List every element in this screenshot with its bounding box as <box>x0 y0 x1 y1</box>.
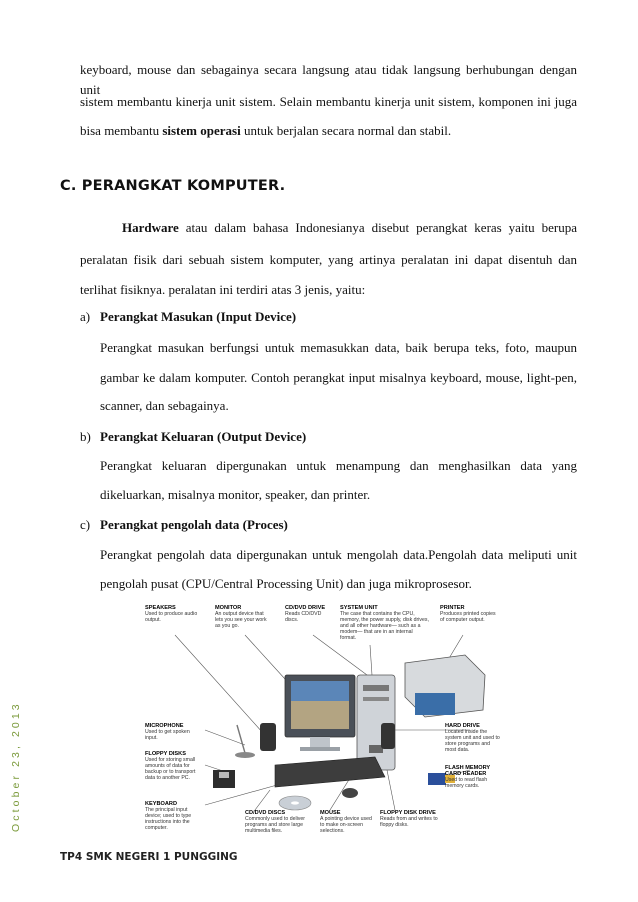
item-c-heading: c) Perangkat pengolah data (Proces) <box>80 517 288 532</box>
item-b-line-1: Perangkat keluaran dipergunakan untuk menampung dan menghasilkan data yang <box>100 458 577 473</box>
intro-line-1: keyboard, mouse dan sebagainya secara langsung atau tidak langsung berhubungan dengan unit <box>80 62 577 97</box>
section-para-line-1: Hardware atau dalam bahasa Indonesianya disebut perangkat keras yaitu berupa <box>122 220 577 235</box>
item-a-line-2: gambar ke dalam komputer. Contoh perangkat input misalnya keyboard, mouse, light-pen, <box>100 370 577 385</box>
item-a-line-1: Perangkat masukan berfungsi untuk memasukkan data, baik berupa teks, foto, maupun <box>100 340 577 355</box>
item-c-line-1: Perangkat pengolah data dipergunakan untuk mengolah data.Pengolah data meliputi unit <box>100 547 577 562</box>
item-a-heading: a) Perangkat Masukan (Input Device) <box>80 309 297 324</box>
label-microphone: MICROPHONE Used to get spoken input. <box>145 723 190 741</box>
label-cddvd-discs: CD/DVD DISCS Commonly used to deliver programs and store large multimedia files. <box>245 810 305 834</box>
computer-components-figure <box>145 605 500 845</box>
intro-line-3: bisa membantu sistem operasi untuk berjalan secara normal dan stabil. <box>80 123 452 138</box>
label-system-unit: SYSTEM UNIT The case that contains the CPU, memory, the power supply, disk drives, and all other hardware— such as a modem— that are in an internal format. <box>340 605 429 641</box>
label-floppy-drive: FLOPPY DISK DRIVE Reads from and writes to floppy disks. <box>380 810 438 828</box>
item-b-heading: b) Perangkat Keluaran (Output Device) <box>80 429 307 444</box>
page-footer: TP4 SMK NEGERI 1 PUNGGING <box>60 851 238 863</box>
section-heading: C. PERANGKAT KOMPUTER. <box>60 178 286 194</box>
section-para-line-3: terlihat fisiknya. peralatan ini terdiri atas 3 jenis, yaitu: <box>80 282 366 297</box>
intro-line-2: sistem membantu kinerja unit sistem. Selain membantu kinerja unit sistem, komponen ini juga <box>80 94 577 109</box>
section-para-line-2: peralatan fisik dari sebuah sistem komputer, yang artinya peralatan ini dapat disentuh dan <box>80 252 577 267</box>
label-printer: PRINTER Produces printed copies of computer output. <box>440 605 496 623</box>
label-monitor: MONITOR An output device that lets you see your work as you go. <box>215 605 267 629</box>
label-floppy-disks: FLOPPY DISKS Used for storing small amounts of data for backup or to transport data to another PC. <box>145 751 196 781</box>
label-hard-drive: HARD DRIVE Located inside the system unit and used to store programs and most data. <box>445 723 500 753</box>
label-speakers: SPEAKERS Used to produce audio output. <box>145 605 198 623</box>
label-mouse: MOUSE A pointing device used to make on-screen selections. <box>320 810 372 834</box>
sidebar-date: October 23, 2013 <box>10 701 22 832</box>
item-a-line-3: scanner, dan sebagainya. <box>100 398 229 413</box>
label-cddvd-drive: CD/DVD DRIVE Reads CD/DVD discs. <box>285 605 326 623</box>
label-keyboard: KEYBOARD The principal input device; used to type instructions into the computer. <box>145 801 192 831</box>
item-c-line-2: pengolah pusat (CPU/Central Processing Unit) dan juga mikroprosesor. <box>100 576 472 591</box>
item-b-line-2: dikeluarkan, misalnya monitor, speaker, dan printer. <box>100 487 371 502</box>
label-flash-reader: FLASH MEMORY CARD READER Used to read flash memory cards. <box>445 765 491 789</box>
intro-bold-term: sistem operasi <box>162 123 241 138</box>
